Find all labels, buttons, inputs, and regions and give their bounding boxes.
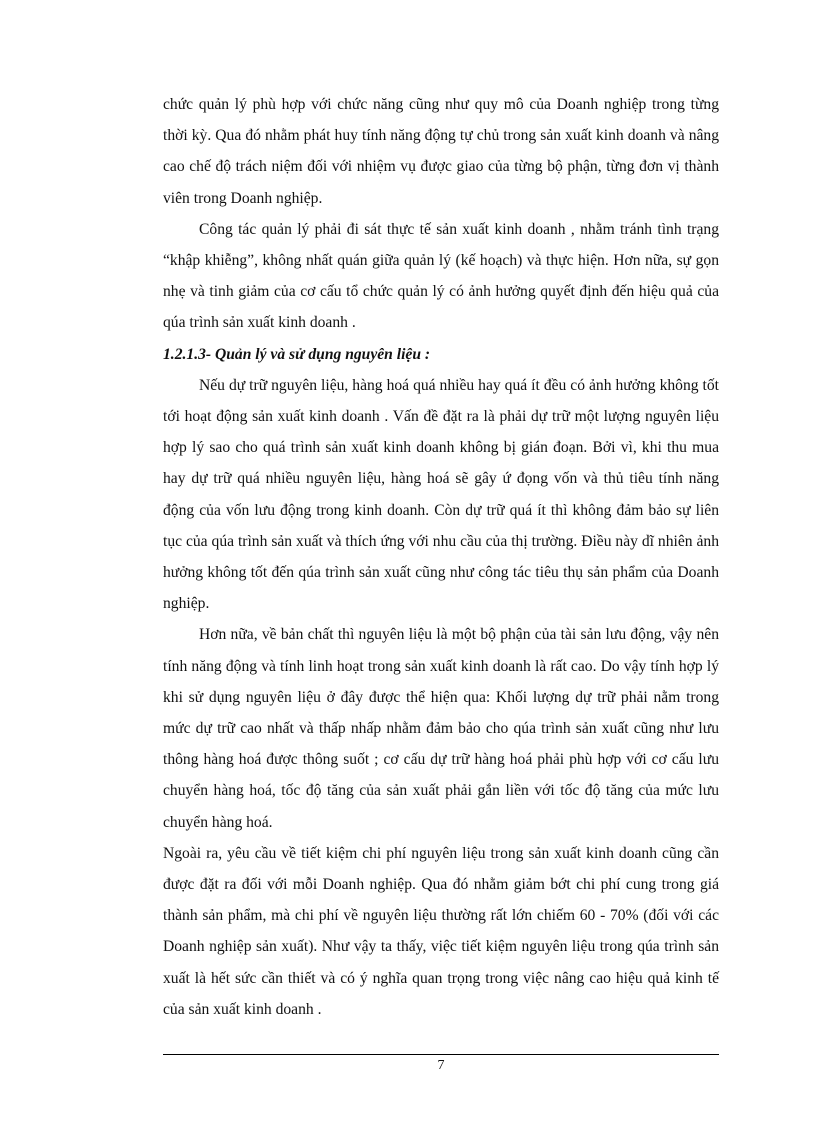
page-number: 7 xyxy=(437,1058,445,1073)
paragraph-continuation: chức quản lý phù hợp với chức năng cũng như quy mô của Doanh nghiệp trong từng thời kỳ. Qua đó nhằm phát huy tính năng động tự chủ trong sản xuất kinh doanh và nâng cao chế độ trách niệm đối với nhiệm vụ được giao của từng bộ phận, từng đơn vị thành viên trong Doanh nghiệp. xyxy=(163,96,719,207)
footer-divider xyxy=(163,1054,719,1055)
document-body xyxy=(163,89,719,1025)
paragraph-cost-saving: Ngoài ra, yêu cầu về tiết kiệm chi phí nguyên liệu trong sản xuất kinh doanh cũng cần được đặt ra đối với mỗi Doanh nghiệp. Qua đó nhằm giảm bớt chi phí cung trong giá thành sản phẩm, mà chi phí về nguyên liệu thường rất lớn chiếm 60 - 70% (đối với các Doanh nghiệp sản xuất). Như vậy ta thấy, việc tiết kiệm nguyên liệu trong qúa trình sản xuất là hết sức cần thiết và có ý nghĩa quan trọng trong việc nâng cao hiệu quả kinh tế của sản xuất kinh doanh . xyxy=(163,844,719,1018)
section-heading: 1.2.1.3- Quản lý và sử dụng nguyên liệu : xyxy=(163,345,431,363)
paragraph-material-nature: Hơn nữa, về bản chất thì nguyên liệu là một bộ phận của tài sản lưu động, vậy nên tính năng động và tính linh hoạt trong sản xuất kinh doanh là rất cao. Do vậy tính hợp lý khi sử dụng nguyên liệu ở đây được thể hiện qua: Khối lượng dự trữ phải nằm trong mức dự trữ cao nhất và thấp nhấp nhằm đảm bảo cho qúa trình sản xuất cũng như lưu thông hàng hoá được thông suốt ; cơ cấu dự trữ hàng hoá phải phù hợp với cơ cấu lưu chuyển hàng hoá, tốc độ tăng của sản xuất phải gắn liền với tốc độ tăng của mức lưu chuyển hàng hoá. xyxy=(163,626,719,831)
paragraph-inventory-reserve: Nếu dự trữ nguyên liệu, hàng hoá quá nhiều hay quá ít đều có ảnh hưởng không tốt tới hoạt động sản xuất kinh doanh . Vấn đề đặt ra là phải dự trữ một lượng nguyên liệu hợp lý sao cho quá trình sản xuất kinh doanh không bị gián đoạn. Bởi vì, khi thu mua hay dự trữ quá nhiều nguyên liệu, hàng hoá sẽ gây ứ đọng vốn và thủ tiêu tính năng động của vốn lưu động trong kinh doanh. Còn dự trữ quá ít thì không đảm bảo sự liên tục của qúa trình sản xuất và thích ứng với nhu cầu của thị trường. Điều này dĩ nhiên ảnh hưởng không tốt đến qúa trình sản xuất cũng như công tác tiêu thụ sản phẩm của Doanh nghiệp. xyxy=(163,376,719,613)
paragraph-management-practice: Công tác quản lý phải đi sát thực tế sản xuất kinh doanh , nhằm tránh tình trạng “khập khiễng”, không nhất quán giữa quản lý (kế hoạch) và thực hiện. Hơn nữa, sự gọn nhẹ và tinh giảm của cơ cấu tổ chức quản lý có ảnh hưởng quyết định đến hiệu quả của qúa trình sản xuất kinh doanh . xyxy=(163,220,719,332)
